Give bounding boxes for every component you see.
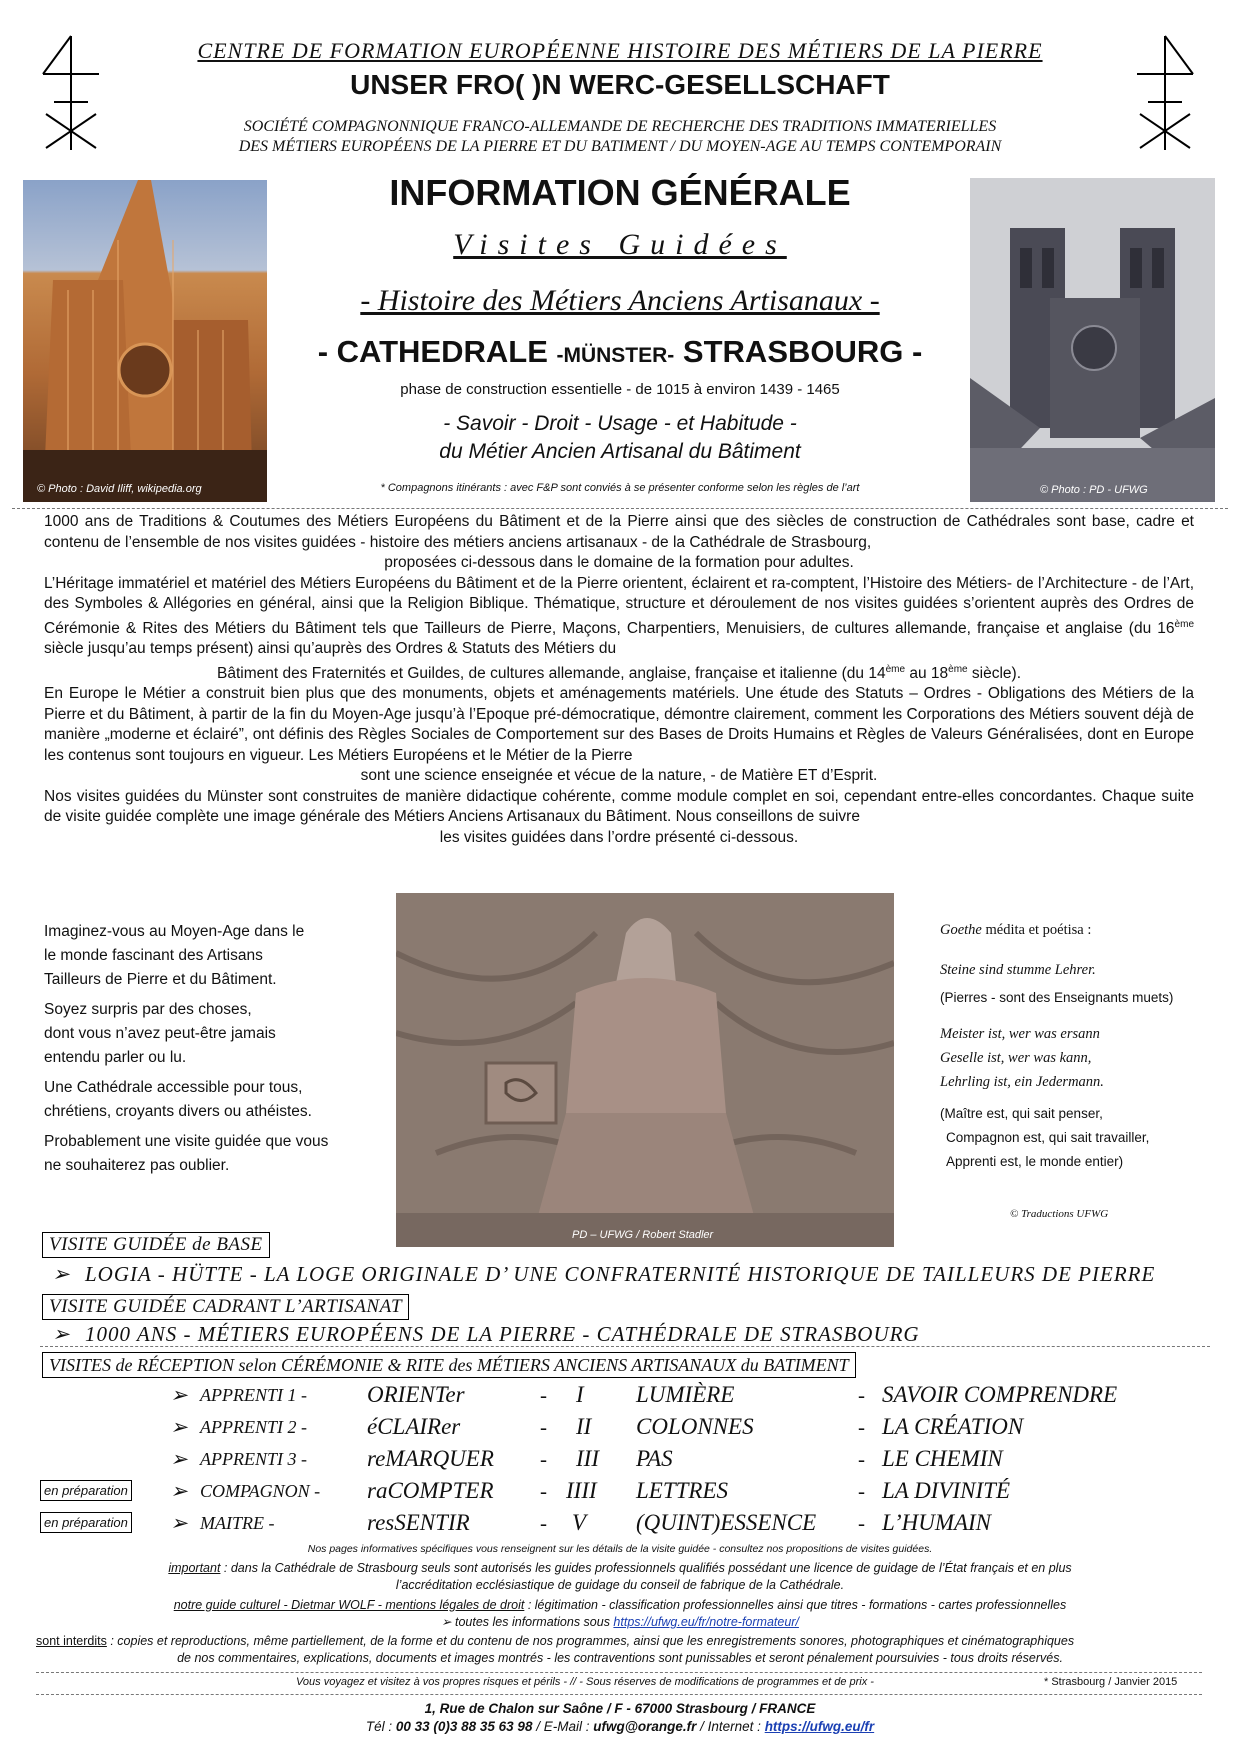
goethe-name: Goethe <box>940 922 982 938</box>
bullet-icon: ➢ <box>170 1479 188 1503</box>
goethe-intro-text: médita et poétisa : <box>981 922 1092 938</box>
savoir-line2: du Métier Ancien Artisanal du Bâtiment <box>439 440 801 463</box>
right-photo-credit: © Photo : PD - UFWG <box>1040 484 1148 496</box>
email-label: / E-Mail : <box>532 1719 594 1734</box>
base-visit-item <box>40 1260 1220 1288</box>
row-num: IIII <box>566 1478 597 1503</box>
body-p1-end: proposées ci-dessous dans le domaine de la formation pour adultes. <box>384 554 854 571</box>
reception-visit-label: VISITES de RÉCEPTION selon CÉRÉMONIE & RITE des MÉTIERS ANCIENS ARTISANAUX du BATIMENT <box>42 1352 856 1378</box>
footer-forbid <box>36 1633 1196 1650</box>
stonemason-mark-left-icon <box>38 34 104 152</box>
goethe-intro <box>940 918 1220 942</box>
row-goal: LA CRÉATION <box>882 1414 1024 1439</box>
row-verb: raCOMPTER <box>367 1478 494 1503</box>
row-goal: SAVOIR COMPRENDRE <box>882 1382 1118 1407</box>
row-dash2: - <box>858 1415 865 1439</box>
left-c1: Une Cathédrale accessible pour tous, <box>44 1079 303 1096</box>
left-a2: le monde fascinant des Artisans <box>44 947 263 964</box>
cathedral-heading <box>240 334 1000 370</box>
footer-important-text: : dans la Cathédrale de Strasbourg seuls sont autorisés les guides professionnels qualifiés possédant une licence de guidage de l’État français et en plus <box>220 1561 1072 1575</box>
cadrant-visit-item <box>40 1320 1220 1348</box>
row-num: III <box>576 1446 599 1471</box>
footer-address: 1, Rue de Chalon sur Saône / F - 67000 Strasbourg / FRANCE <box>424 1701 816 1716</box>
reception-row <box>0 1477 1240 1505</box>
phone-number[interactable]: 00 33 (0)3 88 35 63 98 <box>395 1719 533 1734</box>
sup-2: ème <box>885 663 906 675</box>
cadrant-visit-label: VISITE GUIDÉE CADRANT L’ARTISANAT <box>42 1294 409 1320</box>
left-photo-credit: © Photo : David Iliff, wikipedia.org <box>37 483 202 495</box>
page-subtitle-visites: Visites Guidées <box>453 228 787 261</box>
reception-row <box>0 1413 1240 1441</box>
cathedral-photo-right <box>970 178 1215 502</box>
row-dash2: - <box>858 1479 865 1503</box>
goethe-trans2: (Maître est, qui sait penser, <box>940 1106 1103 1121</box>
footer-info <box>0 1614 1240 1631</box>
footer-important-label: important <box>168 1561 221 1575</box>
page-subtitle-histoire: - Histoire des Métiers Anciens Artisanaux - <box>360 284 880 317</box>
footer-contact <box>0 1718 1240 1735</box>
stonemason-mark-right-icon <box>1132 34 1198 152</box>
in-preparation-badge: en préparation <box>40 1480 132 1501</box>
footer-forbid2: de nos commentaires, explications, documents et images montrés - les contraventions sont punissables et seront pénalement poursuivies - tous droits réservés. <box>177 1651 1063 1665</box>
row-verb: reMARQUER <box>367 1446 494 1471</box>
reception-row <box>0 1381 1240 1409</box>
goethe-column <box>940 918 1220 1174</box>
row-dash: - <box>540 1383 547 1407</box>
body-p3: En Europe le Métier a construit bien plus que des monuments, objets et aménagements matériels. Une étude des Statuts – Ordres - Obligations des Métiers de la Pierre et du Bâtiment, à partir de la fin du Moyen-Age jusqu’à l’Epoque pré-démocratique, démontre clairement, comment les Corporations des Métiers souvent déjà de manière „moderne et éclairé”, ont définis des Règles Sociales de Comportement sur des Bases de Droits Humains et Règles de Valeurs Généralisées, dont en Europe les contenus sont toujours en vigueur. Les Métiers Européens et le Métier de la Pierre <box>44 685 1194 764</box>
footer-date: * Strasbourg / Janvier 2015 <box>1044 1676 1178 1688</box>
row-grade: COMPAGNON - <box>200 1481 321 1501</box>
bullet-icon: ➢ <box>52 1262 71 1286</box>
construction-phase: phase de construction essentielle - de 1015 à environ 1439 - 1465 <box>400 381 840 398</box>
cathedral-heading-c: STRASBOURG - <box>674 334 923 369</box>
base-visit-label: VISITE GUIDÉE de BASE <box>42 1232 270 1258</box>
footer-important2: l’accréditation ecclésiastique de guidage du conseil de fabrique de la Cathédrale. <box>395 1578 845 1592</box>
row-goal: LA DIVINITÉ <box>882 1478 1010 1503</box>
left-column <box>44 920 384 1178</box>
row-grade: APPRENTI 1 - <box>200 1385 307 1405</box>
row-verb: ORIENTer <box>367 1382 465 1407</box>
body-p2 <box>44 574 1194 660</box>
goethe-quote3: Geselle ist, wer was kann, <box>940 1050 1092 1066</box>
divider-address <box>36 1694 1202 1695</box>
tel-label: Tél : <box>365 1719 396 1734</box>
bullet-icon: ➢ <box>52 1322 71 1346</box>
row-num: II <box>576 1414 592 1439</box>
bullet-icon: ➢ <box>170 1383 188 1407</box>
divider-program <box>40 1346 1210 1347</box>
header-company: UNSER FRO( )N WERC-GESELLSCHAFT <box>350 69 890 100</box>
cathedral-photo-left <box>23 180 267 502</box>
translation-credit: © Traductions UFWG <box>1010 1208 1109 1220</box>
cathedral-heading-b: -MÜNSTER- <box>556 344 675 367</box>
row-dash2: - <box>858 1447 865 1471</box>
bullet-icon: ➢ <box>170 1511 188 1535</box>
body-p3-end: sont une science enseignée et vécue de la nature, - de Matière ET d’Esprit. <box>360 767 878 785</box>
sculpture-photo <box>396 893 894 1247</box>
row-verb: éCLAIRer <box>367 1414 461 1439</box>
left-c2: chrétiens, croyants divers ou athéistes. <box>44 1103 312 1120</box>
sup-1: ème <box>1174 618 1194 630</box>
bullet-icon: ➢ <box>170 1447 188 1471</box>
footer-forbid-text: : copies et reproductions, même partiellement, de la forme et du contenu de nos programmes, ainsi que les enregistrements sonores, photographiques et cinématographiques <box>106 1634 1075 1648</box>
body-p4-end: les visites guidées dans l’ordre présenté ci-dessous. <box>439 828 799 846</box>
page-title: INFORMATION GÉNÉRALE <box>389 172 851 213</box>
bullet-icon: ➢ <box>170 1415 188 1439</box>
footer-forbid-label: sont interdits <box>36 1634 107 1648</box>
website-link[interactable]: https://ufwg.eu/fr <box>764 1719 875 1734</box>
left-d2: ne souhaiterez pas oublier. <box>44 1157 230 1174</box>
body-p2d: au 18 <box>905 664 949 682</box>
row-grade: MAITRE - <box>200 1513 275 1533</box>
in-preparation-badge: en préparation <box>40 1512 132 1533</box>
goethe-quote1: Steine sind stumme Lehrer. <box>940 962 1096 978</box>
left-d1: Probablement une visite guidée que vous <box>44 1133 329 1150</box>
internet-label: / Internet : <box>696 1719 765 1734</box>
divider-top <box>12 508 1228 509</box>
left-b2: dont vous n’avez peut-être jamais <box>44 1025 276 1042</box>
row-grade: APPRENTI 2 - <box>200 1417 307 1437</box>
row-dash: - <box>540 1511 547 1535</box>
body-p1: 1000 ans de Traditions & Coutumes des Métiers Européens du Bâtiment et de la Pierre ainsi que des siècles de construction de Cathédrales sont base, cadre et contenu de l’ensemble de nos visites guidées - histoire des métiers anciens artisanaux - de la Cathédrale de Strasbourg, <box>44 513 1194 551</box>
cadrant-visit-item-text: 1000 ANS - MÉTIERS EUROPÉENS DE LA PIERRE - CATHÉDRALE DE STRASBOURG <box>85 1322 920 1346</box>
reception-row <box>0 1509 1240 1537</box>
body-p2a: L’Héritage immatériel et matériel des Métiers Européens du Bâtiment et de la Pierre orientent, éclairent et ra-comptent, l’Histoire des Métiers- de l’Architecture - de l’Art, des Symboles & Allégories en général, ainsi que la Religion Biblique. Thématique, structure et déroulement de nos visites guidées s’orientent auprès des Ordres de Cérémonie & Rites des Métiers du Bâtiment tels que Tailleurs de Pierre, Maçons, Charpentiers, Menuisiers, de cultures allemande, française et anglaise (du 16 <box>44 574 1194 637</box>
row-grade: APPRENTI 3 - <box>200 1449 307 1469</box>
row-dash: - <box>540 1479 547 1503</box>
left-a1: Imaginez-vous au Moyen-Age dans le <box>44 923 305 940</box>
footer-risk: Vous voyagez et visitez à vos propres risques et périls - // - Sous réserves de modifications de programmes et de prix - <box>296 1676 874 1688</box>
row-theme: (QUINT)ESSENCE <box>636 1510 817 1535</box>
row-theme: LUMIÈRE <box>636 1382 735 1407</box>
row-dash2: - <box>858 1383 865 1407</box>
row-num: I <box>576 1382 584 1407</box>
body-p2e: siècle). <box>967 664 1022 682</box>
goethe-trans1: (Pierres - sont des Enseignants muets) <box>940 990 1174 1005</box>
row-num: V <box>572 1510 587 1535</box>
footer-guide <box>0 1597 1240 1614</box>
base-visit-item-text: LOGIA - HÜTTE - LA LOGE ORIGINALE D’ UNE CONFRATERNITÉ HISTORIQUE DE TAILLEURS DE PIERRE <box>85 1262 1156 1286</box>
row-theme: COLONNES <box>636 1414 754 1439</box>
footer-important <box>0 1560 1240 1577</box>
footer-note: Nos pages informatives spécifiques vous renseignent sur les détails de la visite guidée - consultez nos propositions de visites guidées. <box>307 1543 933 1555</box>
row-goal: LE CHEMIN <box>882 1446 1003 1471</box>
row-theme: PAS <box>636 1446 673 1471</box>
row-dash: - <box>540 1447 547 1471</box>
header-line1: CENTRE DE FORMATION EUROPÉENNE HISTOIRE DES MÉTIERS DE LA PIERRE <box>197 38 1043 63</box>
row-goal: L’HUMAIN <box>882 1510 992 1535</box>
sup-3: ème <box>948 663 968 675</box>
header-line3: SOCIÉTÉ COMPAGNONNIQUE FRANCO-ALLEMANDE DE RECHERCHE DES TRADITIONS IMMATERIELLES <box>243 118 997 135</box>
footer-guide-text: : légitimation - classification professionnelles ainsi que titres - formations - cartes professionnelles <box>524 1598 1067 1612</box>
compagnons-note: * Compagnons itinérants : avec F&P sont conviés à se présenter conforme selon les règles de l’art <box>380 482 860 494</box>
body-p2-end <box>44 660 1194 685</box>
divider-footer <box>36 1672 1202 1673</box>
row-theme: LETTRES <box>636 1478 729 1503</box>
row-dash2: - <box>858 1511 865 1535</box>
savoir-line1: - Savoir - Droit - Usage - et Habitude - <box>443 412 797 435</box>
body-text <box>44 512 1194 848</box>
body-p2c: Bâtiment des Fraternités et Guildes, de cultures allemande, anglaise, française et italienne (du 14 <box>216 664 886 682</box>
cathedral-heading-a: - CATHEDRALE <box>317 334 557 369</box>
header-line4: DES MÉTIERS EUROPÉENS DE LA PIERRE ET DU BATIMENT / DU MOYEN-AGE AU TEMPS CONTEMPORAIN <box>238 138 1002 155</box>
goethe-quote4: Lehrling ist, ein Jedermann. <box>940 1074 1104 1090</box>
goethe-trans4: Apprenti est, le monde entier) <box>946 1154 1124 1169</box>
left-a3: Tailleurs de Pierre et du Bâtiment. <box>44 971 277 988</box>
row-dash: - <box>540 1415 547 1439</box>
email-address[interactable]: ufwg@orange.fr <box>593 1719 697 1734</box>
goethe-quote2: Meister ist, wer was ersann <box>940 1026 1100 1042</box>
reception-row <box>0 1445 1240 1473</box>
left-b1: Soyez surpris par des choses, <box>44 1001 252 1018</box>
left-b3: entendu parler ou lu. <box>44 1049 187 1066</box>
footer-info-text: ➢ toutes les informations sous <box>441 1615 614 1629</box>
goethe-trans3: Compagnon est, qui sait travailler, <box>946 1130 1150 1145</box>
footer-guide-label: notre guide culturel - Dietmar WOLF - mentions légales de droit <box>173 1598 525 1612</box>
sculpture-photo-credit: PD – UFWG / Robert Stadler <box>572 1229 714 1241</box>
row-verb: resSENTIR <box>367 1510 470 1535</box>
body-p2b: siècle jusqu’au temps présent) ainsi qu’auprès des Ordres & Statuts des Métiers du <box>44 640 617 658</box>
formateur-link[interactable]: https://ufwg.eu/fr/notre-formateur/ <box>613 1615 799 1629</box>
body-p4: Nos visites guidées du Münster sont construites de manière didactique cohérente, comme module complet en soi, cependant entre-elles concordantes. Chaque suite de visite guidée complète une image générale des Métiers Anciens Artisanaux du Bâtiment. Nous conseillons de suivre <box>44 787 1194 826</box>
